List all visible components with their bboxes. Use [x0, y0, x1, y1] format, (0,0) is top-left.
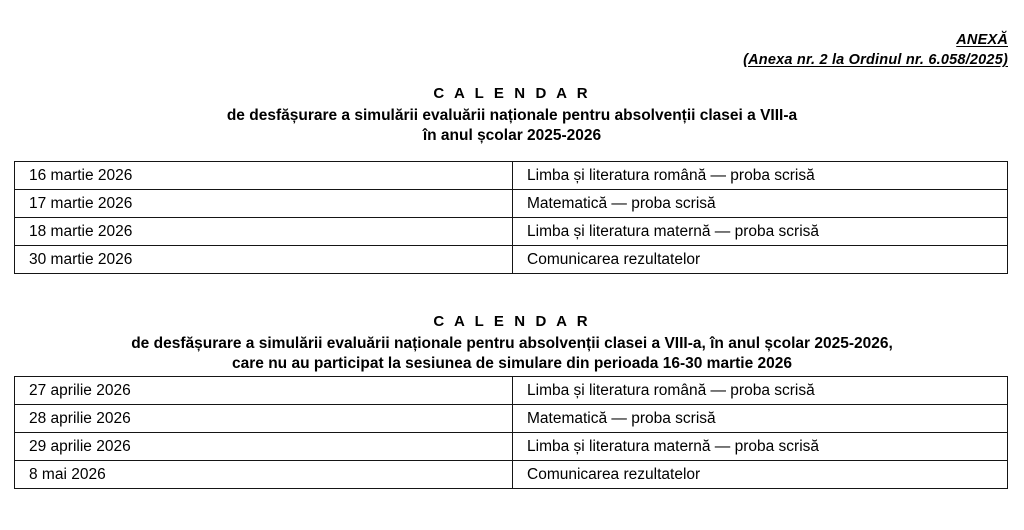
annex-label: [743, 30, 1008, 50]
table-row: [15, 190, 1008, 218]
table-row: [15, 246, 1008, 274]
cell-date: 16 martie 2026: [15, 162, 513, 190]
annex-label-text: ANEXĂ: [956, 32, 1008, 48]
table-row: [15, 461, 1008, 489]
cell-date: 28 aprilie 2026: [15, 405, 513, 433]
table-row: [15, 162, 1008, 190]
section-2-heading-line-3: care nu au participat la sesiunea de simulare din perioada 16-30 martie 2026: [232, 355, 792, 372]
cell-event: Limba și literatura maternă — proba scrisă: [513, 218, 1008, 246]
annex-reference: [743, 50, 1008, 70]
section-1-calendar-word: C A L E N D A R: [433, 85, 591, 102]
cell-date: 8 mai 2026: [15, 461, 513, 489]
cell-event: Comunicarea rezultatelor: [513, 246, 1008, 274]
cell-event: Matematică — proba scrisă: [513, 405, 1008, 433]
cell-date: 27 aprilie 2026: [15, 377, 513, 405]
calendar-table-1-body: [15, 162, 1008, 274]
table-row: [15, 433, 1008, 461]
cell-event: Limba și literatura română — proba scrisă: [513, 377, 1008, 405]
annex-header: [743, 30, 1008, 70]
section-1-heading-line-3: în anul școlar 2025-2026: [422, 127, 602, 144]
section-1-heading: [0, 84, 1024, 146]
annex-reference-text: (Anexa nr. 2 la Ordinul nr. 6.058/2025): [743, 52, 1008, 68]
cell-event: Limba și literatura maternă — proba scrisă: [513, 433, 1008, 461]
cell-date: 17 martie 2026: [15, 190, 513, 218]
table-row: [15, 405, 1008, 433]
section-2-calendar-word: C A L E N D A R: [433, 313, 591, 330]
cell-date: 30 martie 2026: [15, 246, 513, 274]
cell-date: 29 aprilie 2026: [15, 433, 513, 461]
section-1-heading-line-2: de desfășurare a simulării evaluării naționale pentru absolvenții clasei a VIII-a: [226, 107, 798, 124]
calendar-table-2: [14, 376, 1008, 489]
section-2-heading: [0, 312, 1024, 374]
section-2-heading-line-2: de desfășurare a simulării evaluării naționale pentru absolvenții clasei a VIII-a, în anul școlar 2025-2026,: [131, 335, 893, 352]
cell-event: Limba și literatura română — proba scrisă: [513, 162, 1008, 190]
calendar-table-1: [14, 161, 1008, 274]
cell-date: 18 martie 2026: [15, 218, 513, 246]
cell-event: Comunicarea rezultatelor: [513, 461, 1008, 489]
table-row: [15, 218, 1008, 246]
cell-event: Matematică — proba scrisă: [513, 190, 1008, 218]
calendar-table-2-body: [15, 377, 1008, 489]
table-row: [15, 377, 1008, 405]
